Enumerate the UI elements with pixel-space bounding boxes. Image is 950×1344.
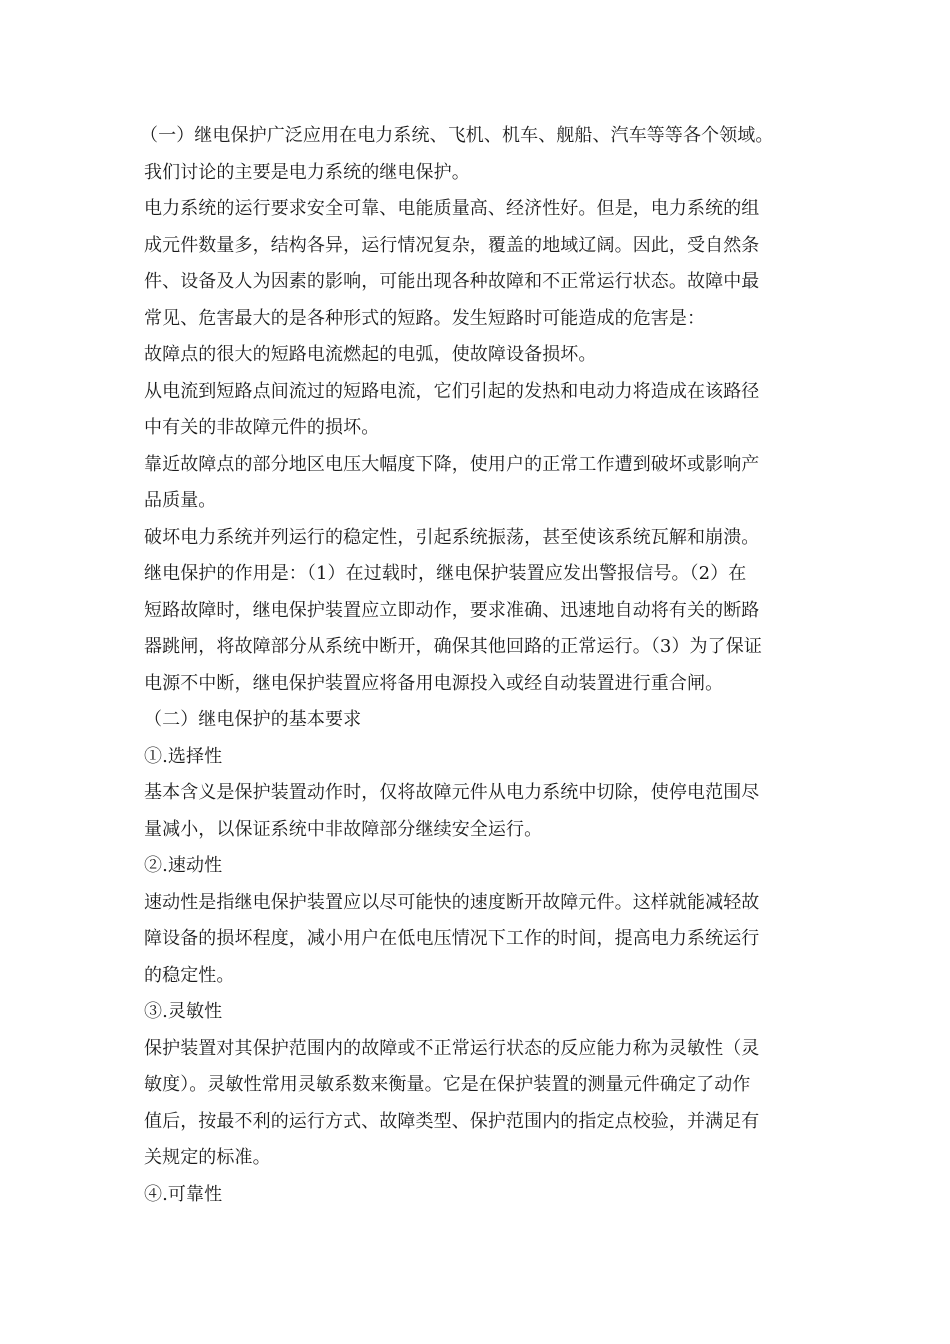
text-line: 电源不中断，继电保护装置应将备用电源投入或经自动装置进行重合闸。 [144, 672, 724, 694]
document-body [140, 118, 824, 1213]
text-line: 品质量。 [144, 490, 217, 511]
text-line: 器跳闸，将故障部分从系统中断开，确保其他回路的正常运行。（3）为了保证 [144, 636, 762, 657]
text-line: 敏度）。灵敏性常用灵敏系数来衡量。它是在保护装置的测量元件确定了动作 [144, 1074, 751, 1095]
text-line: 故障点的很大的短路电流燃起的电弧，使故障设备损坏。 [144, 344, 597, 365]
text-line: 成元件数量多，结构各异，运行情况复杂，覆盖的地域辽阔。因此，受自然条 [144, 234, 760, 256]
text-line: 破坏电力系统并列运行的稳定性，引起系统振荡，甚至使该系统瓦解和崩溃。 [144, 526, 760, 548]
text-line: 基本含义是保护装置动作时，仅将故障元件从电力系统中切除，使停电范围尽 [144, 782, 760, 803]
subsection-heading: ②.速动性 [144, 855, 223, 876]
text-line: 靠近故障点的部分地区电压大幅度下降，使用户的正常工作遭到破坏或影响产 [144, 453, 760, 475]
text-line: 从电流到短路点间流过的短路电流，它们引起的发热和电动力将造成在该路径 [144, 380, 760, 402]
text-line: 障设备的损坏程度，减小用户在低电压情况下工作的时间，提高电力系统运行 [144, 928, 760, 949]
text-line: 常见、危害最大的是各种形式的短路。发生短路时可能造成的危害是： [144, 307, 706, 329]
section-heading: （二）继电保护的基本要求 [144, 709, 362, 730]
text-line: 关规定的标准。 [144, 1147, 271, 1168]
subsection-heading: ①.选择性 [144, 745, 223, 767]
text-line: 件、设备及人为因素的影响，可能出现各种故障和不正常运行状态。故障中最 [144, 271, 760, 292]
text-line: 中有关的非故障元件的损坏。 [144, 417, 380, 438]
text-line: 值后，按最不利的运行方式、故障类型、保护范围内的指定点校验，并满足有 [144, 1110, 760, 1132]
text-line: 短路故障时，继电保护装置应立即动作，要求准确、迅速地自动将有关的断路 [144, 599, 760, 621]
text-line: （一）继电保护广泛应用在电力系统、飞机、机车、舰船、汽车等等各个领域。 [140, 125, 774, 146]
text-line: 量减小，以保证系统中非故障部分继续安全运行。 [144, 818, 543, 840]
text-line: 电力系统的运行要求安全可靠、电能质量高、经济性好。但是，电力系统的组 [144, 198, 760, 219]
text-line: 保护装置对其保护范围内的故障或不正常运行状态的反应能力称为灵敏性（灵 [144, 1037, 760, 1059]
text-line: 速动性是指继电保护装置应以尽可能快的速度断开故障元件。这样就能减轻故 [144, 891, 760, 913]
text-line: 的稳定性。 [144, 964, 235, 986]
subsection-heading: ④.可靠性 [144, 1183, 223, 1205]
text-line: 我们讨论的主要是电力系统的继电保护。 [144, 161, 470, 183]
text-line: 继电保护的作用是：（1）在过载时，继电保护装置应发出警报信号。（2）在 [144, 563, 747, 584]
subsection-heading: ③.灵敏性 [144, 1001, 223, 1022]
